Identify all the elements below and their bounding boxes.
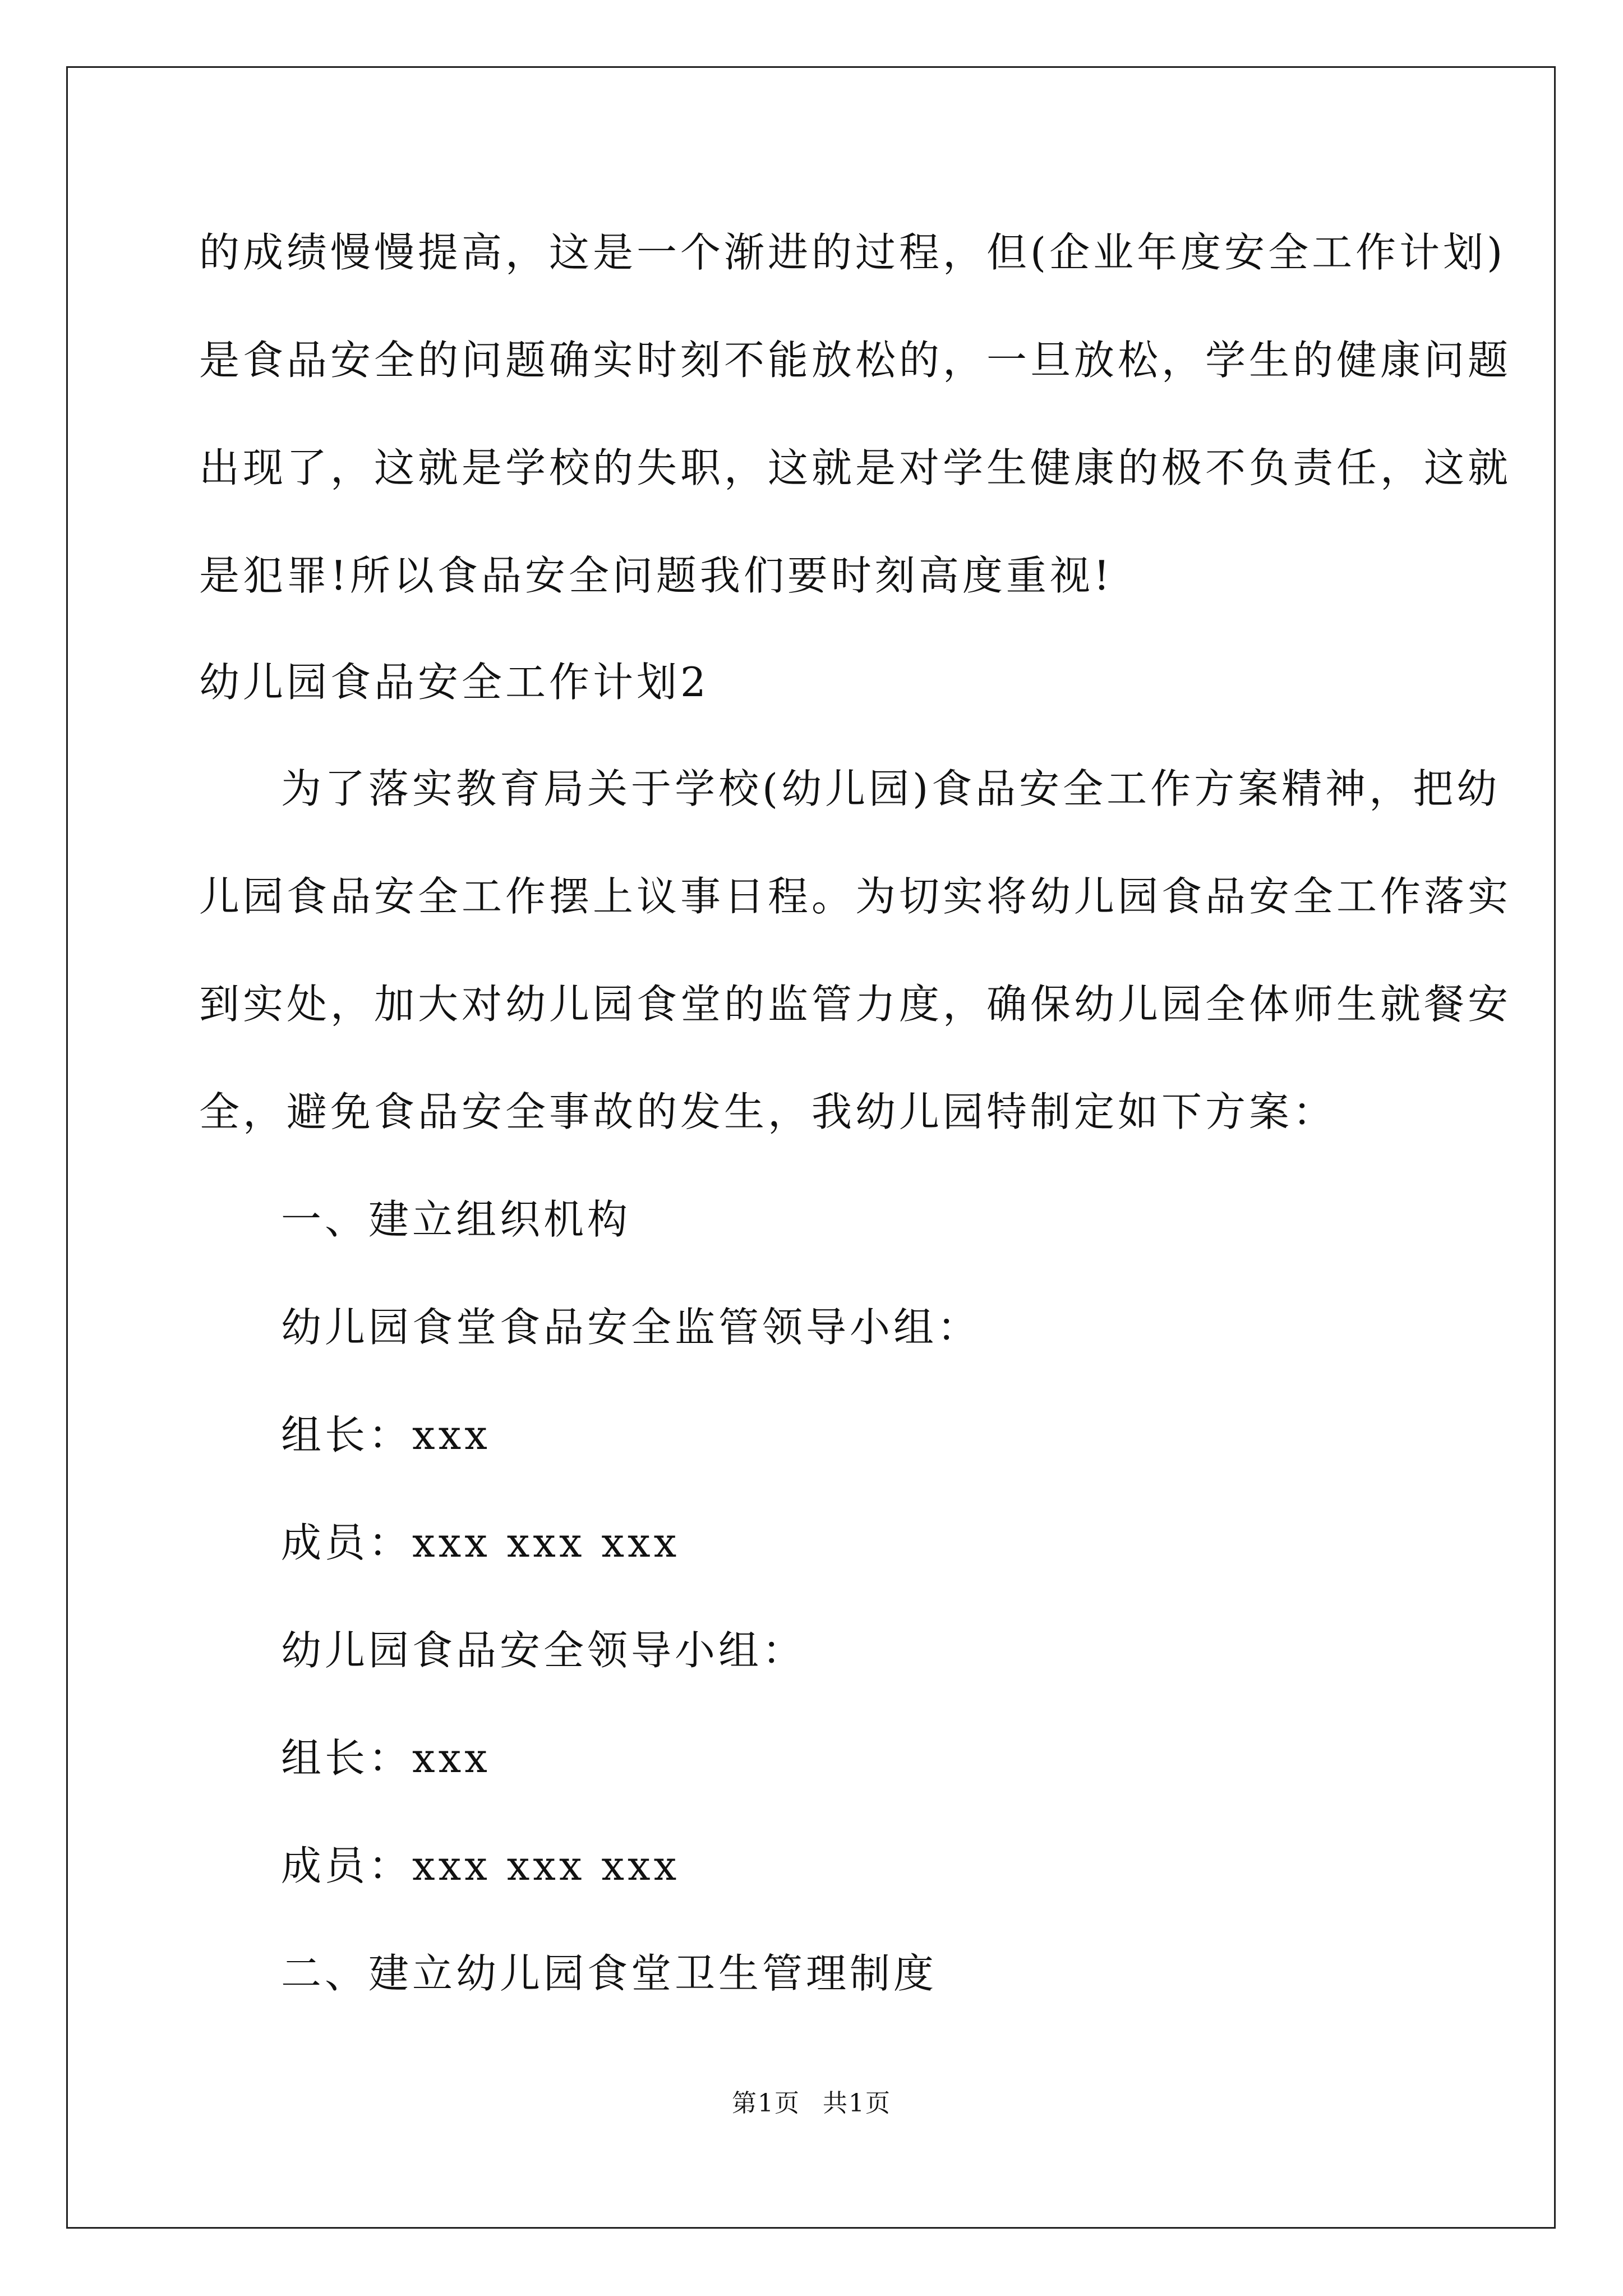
- paragraph-first-line: 为了落实教育局关于学校(幼儿园)食品安全工作方案精神，把幼: [281, 765, 1501, 812]
- group-leader: 组长：xxx: [281, 1411, 491, 1458]
- text-line: 是犯罪!所以食品安全问题我们要时刻高度重视!: [199, 552, 1113, 599]
- group-title: 幼儿园食品安全领导小组：: [281, 1627, 806, 1674]
- text-line: 儿园食品安全工作摆上议事日程。为切实将幼儿园食品安全工作落实: [199, 873, 1512, 920]
- page-border: [66, 66, 1556, 2229]
- text-line: 出现了，这就是学校的失职，这就是对学生健康的极不负责任，这就: [199, 444, 1512, 491]
- page-number: 第1页: [732, 2089, 800, 2118]
- group-members: 成员：xxx xxx xxx: [281, 1842, 680, 1889]
- text-line: 的成绩慢慢提高，这是一个渐进的过程，但(企业年度安全工作计划): [199, 229, 1506, 276]
- section-heading: 幼儿园食品安全工作计划2: [199, 659, 709, 706]
- page-total: 共1页: [823, 2089, 891, 2118]
- group-leader: 组长：xxx: [281, 1734, 491, 1782]
- text-line: 到实处，加大对幼儿园食堂的监管力度，确保幼儿园全体师生就餐安: [199, 981, 1512, 1028]
- group-members: 成员：xxx xxx xxx: [281, 1519, 680, 1566]
- page-footer: [0, 2087, 1623, 2120]
- text-line: 是食品安全的问题确实时刻不能放松的，一旦放松，学生的健康问题: [199, 337, 1512, 384]
- group-title: 幼儿园食堂食品安全监管领导小组：: [281, 1304, 981, 1351]
- subheading: 二、建立幼儿园食堂卫生管理制度: [281, 1950, 938, 1997]
- text-line: 全，避免食品安全事故的发生，我幼儿园特制定如下方案：: [199, 1088, 1337, 1135]
- subheading: 一、建立组织机构: [281, 1196, 631, 1243]
